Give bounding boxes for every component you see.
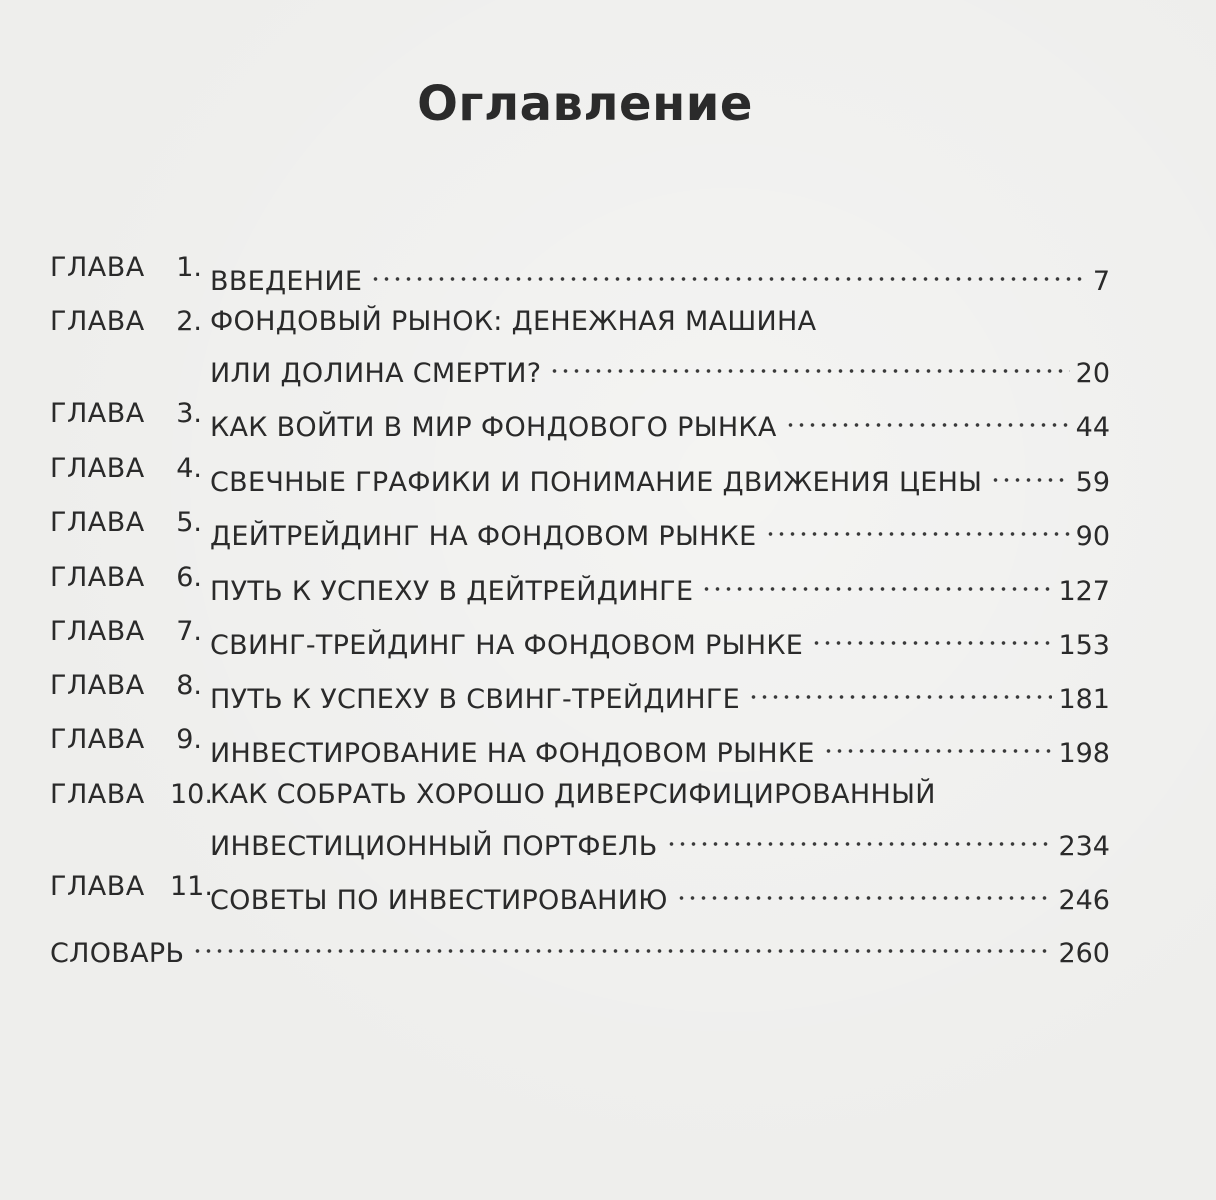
- chapter-number: 4.: [176, 453, 202, 484]
- chapter-title: КАК СОБРАТЬ ХОРОШО ДИВЕРСИФИЦИРОВАННЫЙ: [210, 779, 936, 810]
- dot-leader: [676, 865, 1053, 909]
- page-title: Оглавление: [417, 76, 753, 132]
- page-number: 90: [1075, 521, 1110, 552]
- dot-leader: [785, 392, 1070, 436]
- toc-line: [210, 338, 1110, 396]
- chapter-number: 1.: [176, 252, 202, 283]
- toc-line: [210, 447, 1110, 505]
- chapter-title-continued: ИЛИ ДОЛИНА СМЕРТИ?: [210, 358, 542, 389]
- page-number: 181: [1058, 684, 1110, 715]
- toc-entry-5[interactable]: [50, 501, 1110, 552]
- toc-entry-glossary[interactable]: [50, 918, 1110, 969]
- toc-entry-9[interactable]: [50, 718, 1110, 769]
- toc-entry-1[interactable]: [50, 246, 1110, 297]
- chapter-number: 8.: [176, 670, 202, 701]
- chapter-title: КАК ВОЙТИ В МИР ФОНДОВОГО РЫНКА: [210, 412, 777, 443]
- chapter-prefix: ГЛАВА: [50, 871, 145, 902]
- chapter-number: 3.: [176, 398, 202, 429]
- chapter-title: ПУТЬ К УСПЕХУ В СВИНГ-ТРЕЙДИНГЕ: [210, 684, 740, 715]
- toc-line: [210, 865, 1110, 923]
- toc-line: [210, 811, 1110, 869]
- toc-entry-6[interactable]: [50, 556, 1110, 607]
- chapter-number: 2.: [176, 306, 202, 337]
- toc-line: [210, 556, 1110, 614]
- page-number: 44: [1075, 412, 1110, 443]
- dot-leader: [549, 338, 1069, 382]
- page-number: 153: [1058, 630, 1110, 661]
- chapter-title: СВЕЧНЫЕ ГРАФИКИ И ПОНИМАНИЕ ДВИЖЕНИЯ ЦЕНЫ: [210, 467, 983, 498]
- toc-line: [50, 918, 1110, 976]
- chapter-prefix: ГЛАВА: [50, 398, 145, 429]
- toc-entry-11[interactable]: [50, 865, 1110, 916]
- toc-entry-2-continued[interactable]: [50, 338, 1110, 389]
- chapter-prefix: ГЛАВА: [50, 562, 145, 593]
- toc-line: [210, 246, 1110, 304]
- chapter-prefix: ГЛАВА: [50, 507, 145, 538]
- chapter-title-continued: ИНВЕСТИЦИОННЫЙ ПОРТФЕЛЬ: [210, 831, 658, 862]
- toc-entry-10-continued[interactable]: [50, 811, 1110, 862]
- dot-leader: [370, 246, 1087, 290]
- page-number: 20: [1075, 358, 1110, 389]
- chapter-title: ДЕЙТРЕЙДИНГ НА ФОНДОВОМ РЫНКЕ: [210, 521, 757, 552]
- dot-leader: [748, 664, 1053, 708]
- chapter-prefix: ГЛАВА: [50, 453, 145, 484]
- chapter-title: ВВЕДЕНИЕ: [210, 266, 363, 297]
- chapter-prefix: ГЛАВА: [50, 724, 145, 755]
- page-number: 59: [1075, 467, 1110, 498]
- chapter-prefix: ГЛАВА: [50, 306, 145, 337]
- chapter-number: 6.: [176, 562, 202, 593]
- toc-entry-4[interactable]: [50, 447, 1110, 498]
- chapter-title: ФОНДОВЫЙ РЫНОК: ДЕНЕЖНАЯ МАШИНА: [210, 306, 817, 337]
- toc-line: [210, 664, 1110, 722]
- chapter-number: 10.: [170, 779, 213, 810]
- page-number: 246: [1058, 885, 1110, 916]
- toc-line: [210, 718, 1110, 776]
- chapter-title: ИНВЕСТИРОВАНИЕ НА ФОНДОВОМ РЫНКЕ: [210, 738, 815, 769]
- toc-line: [210, 610, 1110, 668]
- chapter-title: СОВЕТЫ ПО ИНВЕСТИРОВАНИЮ: [210, 885, 668, 916]
- dot-leader: [811, 610, 1052, 654]
- glossary-title: СЛОВАРЬ: [50, 938, 185, 969]
- page-number: 127: [1058, 576, 1110, 607]
- chapter-prefix: ГЛАВА: [50, 670, 145, 701]
- toc-entry-3[interactable]: [50, 392, 1110, 443]
- dot-leader: [701, 556, 1052, 600]
- chapter-prefix: ГЛАВА: [50, 616, 145, 647]
- toc-entry-7[interactable]: [50, 610, 1110, 661]
- dot-leader: [765, 501, 1070, 545]
- dot-leader: [990, 447, 1069, 491]
- dot-leader: [666, 811, 1053, 855]
- toc-line: [210, 392, 1110, 450]
- toc-line: [210, 501, 1110, 559]
- chapter-prefix: ГЛАВА: [50, 779, 145, 810]
- chapter-number: 7.: [176, 616, 202, 647]
- chapter-prefix: ГЛАВА: [50, 252, 145, 283]
- chapter-number: 11.: [170, 871, 213, 902]
- page-number: 7: [1092, 266, 1110, 297]
- page-number: 260: [1058, 938, 1110, 969]
- dot-leader: [823, 718, 1053, 762]
- chapter-title: СВИНГ-ТРЕЙДИНГ НА ФОНДОВОМ РЫНКЕ: [210, 630, 804, 661]
- toc-entry-8[interactable]: [50, 664, 1110, 715]
- page-number: 234: [1058, 831, 1110, 862]
- chapter-title: ПУТЬ К УСПЕХУ В ДЕЙТРЕЙДИНГЕ: [210, 576, 694, 607]
- page-number: 198: [1058, 738, 1110, 769]
- chapter-number: 9.: [176, 724, 202, 755]
- dot-leader: [192, 918, 1052, 962]
- chapter-number: 5.: [176, 507, 202, 538]
